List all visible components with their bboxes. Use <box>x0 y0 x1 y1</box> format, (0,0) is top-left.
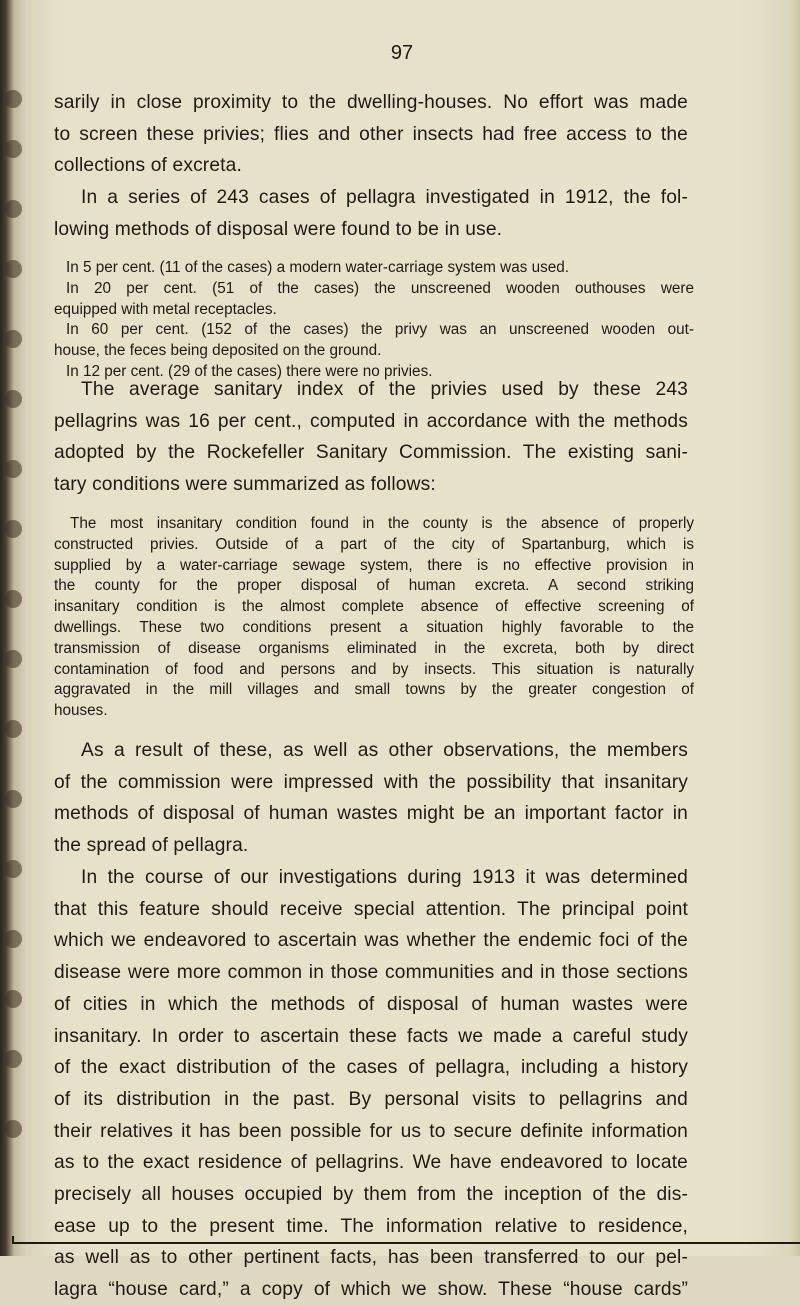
page-number: 97 <box>390 42 414 64</box>
text-line: of its distribution in the past. By personal visits to pellagrins and <box>54 1088 688 1110</box>
paragraph-series <box>54 182 688 245</box>
text-line: As a result of these, as well as other observations, the members <box>81 740 688 761</box>
quote-line: transmission of disease organisms eliminated in the excreta, both by direct <box>54 639 694 657</box>
paragraph-investigations <box>54 862 688 1306</box>
quote-line: insanitary condition is the almost complete absence of effective screening of <box>54 598 694 616</box>
quote-line: aggravated in the mill villages and small towns by the greater congestion of <box>54 681 694 699</box>
quote-line: dwellings. These two conditions present a situation highly favorable to the <box>54 618 694 636</box>
text-line: insanitary. In order to ascertain these facts we made a careful study <box>54 1025 688 1047</box>
list-item: In 60 per cent. (152 of the cases) the privy was an unscreened wooden out- <box>66 321 694 339</box>
text-line: tary conditions were summarized as follows: <box>54 474 436 496</box>
text-line: In the course of our investigations during 1913 it was determined <box>81 867 688 888</box>
paragraph-privies <box>54 87 688 182</box>
list-item: In 12 per cent. (29 of the cases) there were no privies. <box>66 362 433 380</box>
list-item: In 20 per cent. (51 of the cases) the unscreened wooden outhouses were <box>66 279 694 297</box>
paragraph-result <box>54 735 688 862</box>
text-line: of cities in which the methods of disposal of human wastes were <box>54 993 688 1015</box>
text-line: lagra “house card,” a copy of which we show. These “house cards” <box>54 1279 688 1301</box>
text-line: pellagrins was 16 per cent., computed in accordance with the methods <box>54 410 688 432</box>
text-line: the spread of pellagra. <box>54 835 249 857</box>
text-line: of the exact distribution of the cases of pellagra, including a history <box>54 1057 688 1079</box>
text-line: ease up to the present time. The information relative to residence, <box>54 1215 688 1237</box>
text-line: methods of disposal of human wastes might be an important factor in <box>54 803 688 825</box>
text-line: disease were more common in those communities and in those sections <box>54 962 688 984</box>
text-line: sarily in close proximity to the dwelling-houses. No effort was made <box>54 92 688 113</box>
quote-line: constructed privies. Outside of a part of the city of Spartanburg, which is <box>54 535 694 553</box>
text-line: The average sanitary index of the privies used by these 243 <box>81 379 688 400</box>
quote-line: contamination of food and persons and by insects. This situation is naturally <box>54 660 694 678</box>
quote-line: The most insanitary condition found in the county is the absence of properly <box>70 515 694 532</box>
text-line: lowing methods of disposal were found to be in use. <box>54 218 503 240</box>
text-line: that this feature should receive special attention. The principal point <box>54 898 688 920</box>
list-item-continued: equipped with metal receptacles. <box>54 300 277 318</box>
text-line: their relatives it has been possible for us to secure definite information <box>54 1120 688 1142</box>
binding-spine <box>4 90 26 1190</box>
bottom-rule <box>12 1242 800 1244</box>
paragraph-sanitary-index <box>54 374 688 501</box>
block-quote <box>54 514 694 722</box>
disposal-methods-list <box>54 258 694 383</box>
quote-line: houses. <box>54 702 108 720</box>
text-line: adopted by the Rockefeller Sanitary Commission. The existing sani- <box>54 442 688 464</box>
list-item-continued: house, the feces being deposited on the ground. <box>54 342 382 360</box>
text-line: precisely all houses occupied by them from the inception of the dis- <box>54 1184 688 1206</box>
quote-line: the county for the proper disposal of human excreta. A second striking <box>54 577 694 595</box>
text-line: as well as to other pertinent facts, has been transferred to our pel- <box>54 1247 688 1269</box>
text-line: as to the exact residence of pellagrins. We have endeavored to locate <box>54 1152 688 1174</box>
text-line: which we endeavored to ascertain was whether the endemic foci of the <box>54 930 688 952</box>
quote-line: supplied by a water-carriage sewage system, there is no effective provision in <box>54 556 694 574</box>
text-line: of the commission were impressed with the possibility that insanitary <box>54 771 688 793</box>
text-line: to screen these privies; flies and other insects had free access to the <box>54 123 688 145</box>
text-line: collections of excreta. <box>54 155 242 177</box>
list-item: In 5 per cent. (11 of the cases) a modern water-carriage system was used. <box>66 259 570 276</box>
text-line: In a series of 243 cases of pellagra investigated in 1912, the fol- <box>81 187 688 208</box>
